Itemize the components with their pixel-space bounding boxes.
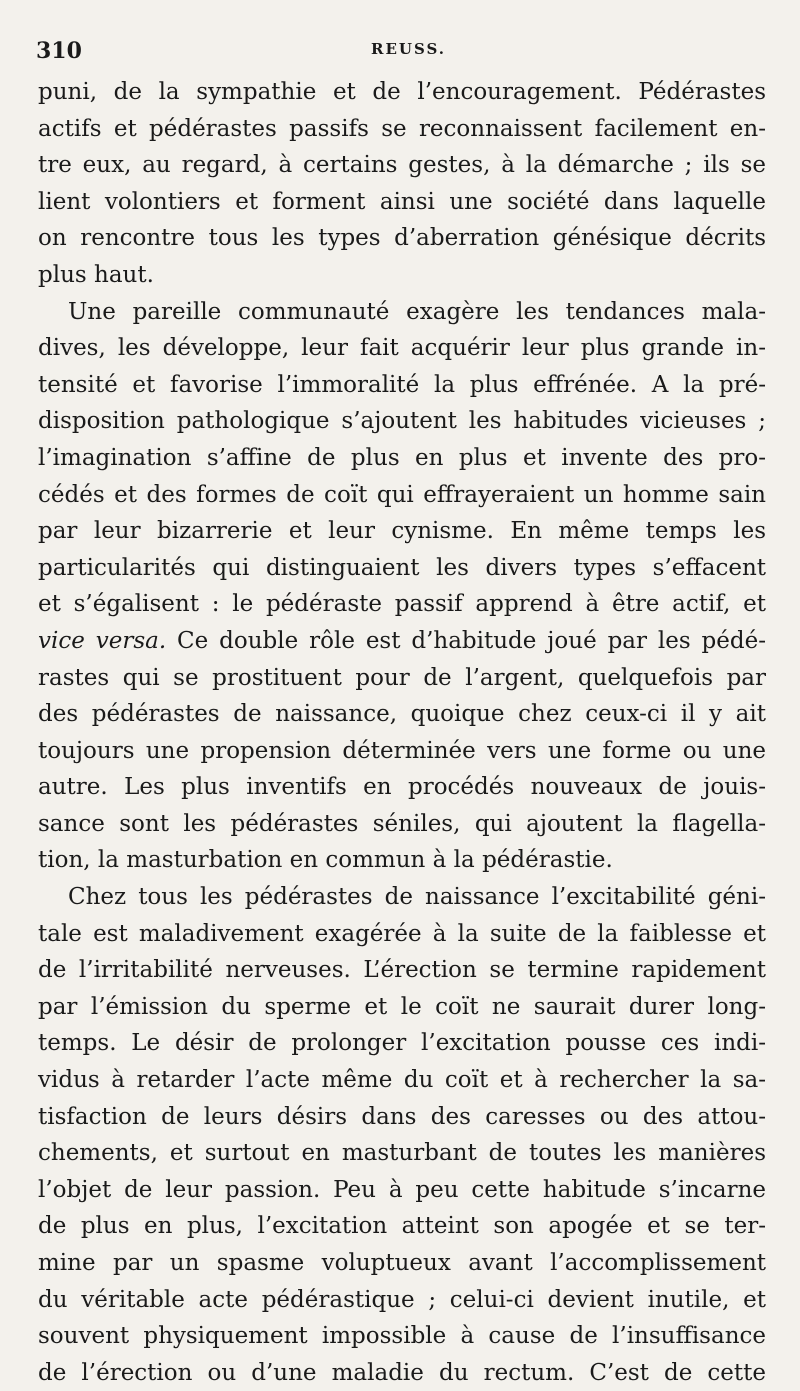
text-line	[38, 660, 766, 697]
text-line	[38, 550, 766, 587]
text-line	[38, 257, 766, 294]
page-number: 310	[36, 38, 82, 64]
line-text: chements, et surtout en masturbant de toutes les manières	[38, 1140, 766, 1167]
line-text: Chez tous les pédérastes de naissance l’excitabilité géni-	[68, 884, 766, 911]
line-text: Ce double rôle est d’habitude joué par les pédé-	[166, 627, 766, 654]
page-header	[36, 38, 764, 68]
line-text: souvent physiquement impossible à cause de l’insuffisance	[38, 1323, 766, 1350]
text-line	[38, 1318, 766, 1355]
text-line	[38, 733, 766, 770]
text-line	[38, 1135, 766, 1172]
text-line	[38, 1208, 766, 1245]
text-line	[38, 952, 766, 989]
text-line	[38, 1355, 766, 1391]
line-text: disposition pathologique s’ajoutent les habitudes vicieuses ;	[38, 408, 766, 435]
text-line	[38, 623, 766, 660]
text-line	[38, 879, 766, 916]
line-text: cédés et des formes de coït qui effrayeraient un homme sain	[38, 481, 766, 508]
text-line	[38, 586, 766, 623]
text-line	[38, 1025, 766, 1062]
line-text: des pédérastes de naissance, quoique chez ceux-ci il y ait	[38, 701, 766, 728]
italic-phrase: vice versa.	[38, 627, 167, 654]
line-text: on rencontre tous les types d’aberration génésique décrits	[38, 225, 766, 252]
line-text: tale est maladivement exagérée à la suite de la faiblesse et	[38, 920, 766, 947]
line-text: sance sont les pédérastes séniles, qui ajoutent la flagella-	[38, 810, 766, 837]
text-line	[38, 1282, 766, 1319]
line-text: puni, de la sympathie et de l’encouragement. Pédérastes	[38, 79, 766, 105]
text-line	[38, 916, 766, 953]
line-text: lient volontiers et forment ainsi une société dans laquelle	[38, 188, 766, 215]
line-text: Une pareille communauté exagère les tendances mala-	[68, 298, 766, 325]
line-text: rastes qui se prostituent pour de l’argent, quelquefois par	[38, 664, 766, 691]
line-text: et s’égalisent : le pédéraste passif apprend à être actif, et	[38, 591, 766, 618]
text-line	[38, 1099, 766, 1136]
text-line	[38, 1062, 766, 1099]
body-text	[38, 74, 766, 1391]
text-line	[38, 513, 766, 550]
line-text: mine par un spasme voluptueux avant l’accomplissement	[38, 1250, 766, 1276]
text-line	[38, 330, 766, 367]
text-line	[38, 147, 766, 184]
text-line	[38, 440, 766, 477]
line-text: vidus à retarder l’acte même du coït et à rechercher la sa-	[38, 1067, 766, 1094]
text-line	[38, 696, 766, 733]
line-text: actifs et pédérastes passifs se reconnaissent facilement en-	[38, 115, 766, 142]
line-text: tion, la masturbation en commun à la pédérastie.	[38, 847, 613, 874]
text-line	[38, 842, 766, 879]
text-line	[38, 367, 766, 404]
text-line	[38, 806, 766, 843]
text-line	[38, 1172, 766, 1209]
line-text: tensité et favorise l’immoralité la plus effrénée. A la pré-	[38, 371, 766, 398]
line-text: de plus en plus, l’excitation atteint son apogée et se ter-	[38, 1213, 766, 1240]
line-text: du véritable acte pédérastique ; celui-ci devient inutile, et	[38, 1286, 766, 1313]
line-text: autre. Les plus inventifs en procédés nouveaux de jouis-	[38, 774, 766, 801]
line-text: particularités qui distinguaient les divers types s’effacent	[38, 554, 766, 581]
text-line	[38, 477, 766, 514]
line-text: de l’irritabilité nerveuses. L’érection se termine rapidement	[38, 957, 766, 984]
line-text: dives, les développe, leur fait acquérir leur plus grande in-	[38, 335, 766, 362]
line-text: l’objet de leur passion. Peu à peu cette habitude s’incarne	[38, 1176, 766, 1203]
text-line	[38, 294, 766, 331]
line-text: par leur bizarrerie et leur cynisme. En même temps les	[38, 518, 766, 545]
text-line	[38, 403, 766, 440]
text-line	[38, 74, 766, 111]
text-line	[38, 989, 766, 1026]
line-text: plus haut.	[38, 261, 154, 288]
text-line	[38, 769, 766, 806]
line-text: temps. Le désir de prolonger l’excitation pousse ces indi-	[38, 1030, 766, 1057]
text-line	[38, 184, 766, 221]
text-line	[38, 220, 766, 257]
running-head: REUSS.	[371, 40, 447, 58]
line-text: de l’érection ou d’une maladie du rectum. C’est de cette	[38, 1359, 766, 1386]
line-text: toujours une propension déterminée vers une forme ou une	[38, 737, 766, 764]
line-text: tre eux, au regard, à certains gestes, à la démarche ; ils se	[38, 152, 766, 179]
line-text: l’imagination s’affine de plus en plus et invente des pro-	[38, 444, 766, 471]
line-text: par l’émission du sperme et le coït ne saurait durer long-	[38, 993, 766, 1020]
text-line	[38, 111, 766, 148]
text-line	[38, 1245, 766, 1282]
line-text: tisfaction de leurs désirs dans des caresses ou des attou-	[38, 1103, 766, 1130]
